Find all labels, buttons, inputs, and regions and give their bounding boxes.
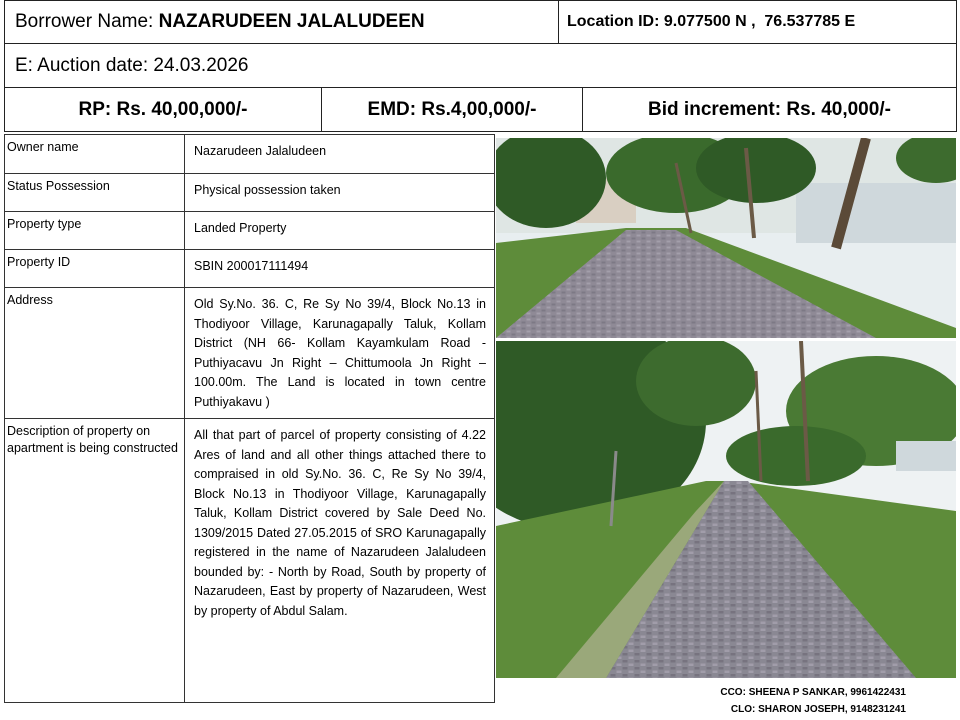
detail-key: Property ID [5,250,185,288]
table-row [5,250,495,288]
rp-label: RP: [78,98,117,120]
detail-value: Landed Property [185,212,495,250]
detail-value: Nazarudeen Jalaludeen [185,135,495,174]
location-cell [558,0,957,44]
table-row [5,288,495,419]
property-details-table [4,134,495,703]
property-photo-road-1 [496,138,956,338]
table-row [5,174,495,212]
detail-value: Physical possession taken [185,174,495,212]
borrower-label: Borrower Name: [15,11,159,32]
auction-date: 24.03.2026 [153,54,249,76]
auction-date-cell [4,43,957,88]
rp-value: Rs. 40,00,000/- [116,98,248,120]
emd-cell [321,87,583,132]
clo-contact: CLO: SHARON JOSEPH, 9148231241 [730,704,906,715]
cco-contact: CCO: SHEENA P SANKAR, 9961422431 [720,687,906,698]
location-value: 9.077500 N , 76.537785 E [663,13,856,30]
emd-label: EMD: [367,98,422,120]
detail-value: Old Sy.No. 36. C, Re Sy No 39/4, Block No.13 in Thodiyoor Village, Karunagapally Taluk, Kollam District (NH 66- Kollam Kayamkulam Road - Puthiyacavu Jn Right – Chittumoola Jn Right – 100.00m. The Land is located in town centre Puthiyakavu ) [185,288,495,419]
borrower-name-cell [4,0,559,44]
table-row [5,212,495,250]
detail-value: SBIN 200017111494 [185,250,495,288]
location-label: Location ID: [567,13,664,30]
reserve-price-cell [4,87,322,132]
bid-increment-cell [582,87,957,132]
detail-key: Status Possession [5,174,185,212]
emd-value: Rs.4,00,000/- [421,98,537,120]
borrower-name: NAZARUDEEN JALALUDEEN [158,11,425,32]
bid-label: Bid increment: [648,98,787,120]
table-row [5,135,495,174]
detail-key: Address [5,288,185,419]
auction-label: E: Auction date: [15,54,154,76]
detail-key: Owner name [5,135,185,174]
detail-value: All that part of parcel of property consisting of 4.22 Ares of land and all other things attached there to compraised in old Sy.No. 36. C, Re Sy No 39/4, Block No.13 in Thodiyoor Village, Karunagapally Taluk, Kollam District covered by Sale Deed No. 1309/2015 Dated 27.05.2015 of SRO Karunagapally registered in the name of Nazarudeen Jalaludeen bounded by: - North by Road, South by property of Nazarudeen, East by property of Nazarudeen, West by property of Abdul Salam. [185,419,495,703]
bid-value: Rs. 40,000/- [786,98,891,120]
detail-key: Description of property on apartment is being constructed [5,419,185,703]
detail-key: Property type [5,212,185,250]
property-photo-road-2 [496,341,956,678]
table-row [5,419,495,703]
